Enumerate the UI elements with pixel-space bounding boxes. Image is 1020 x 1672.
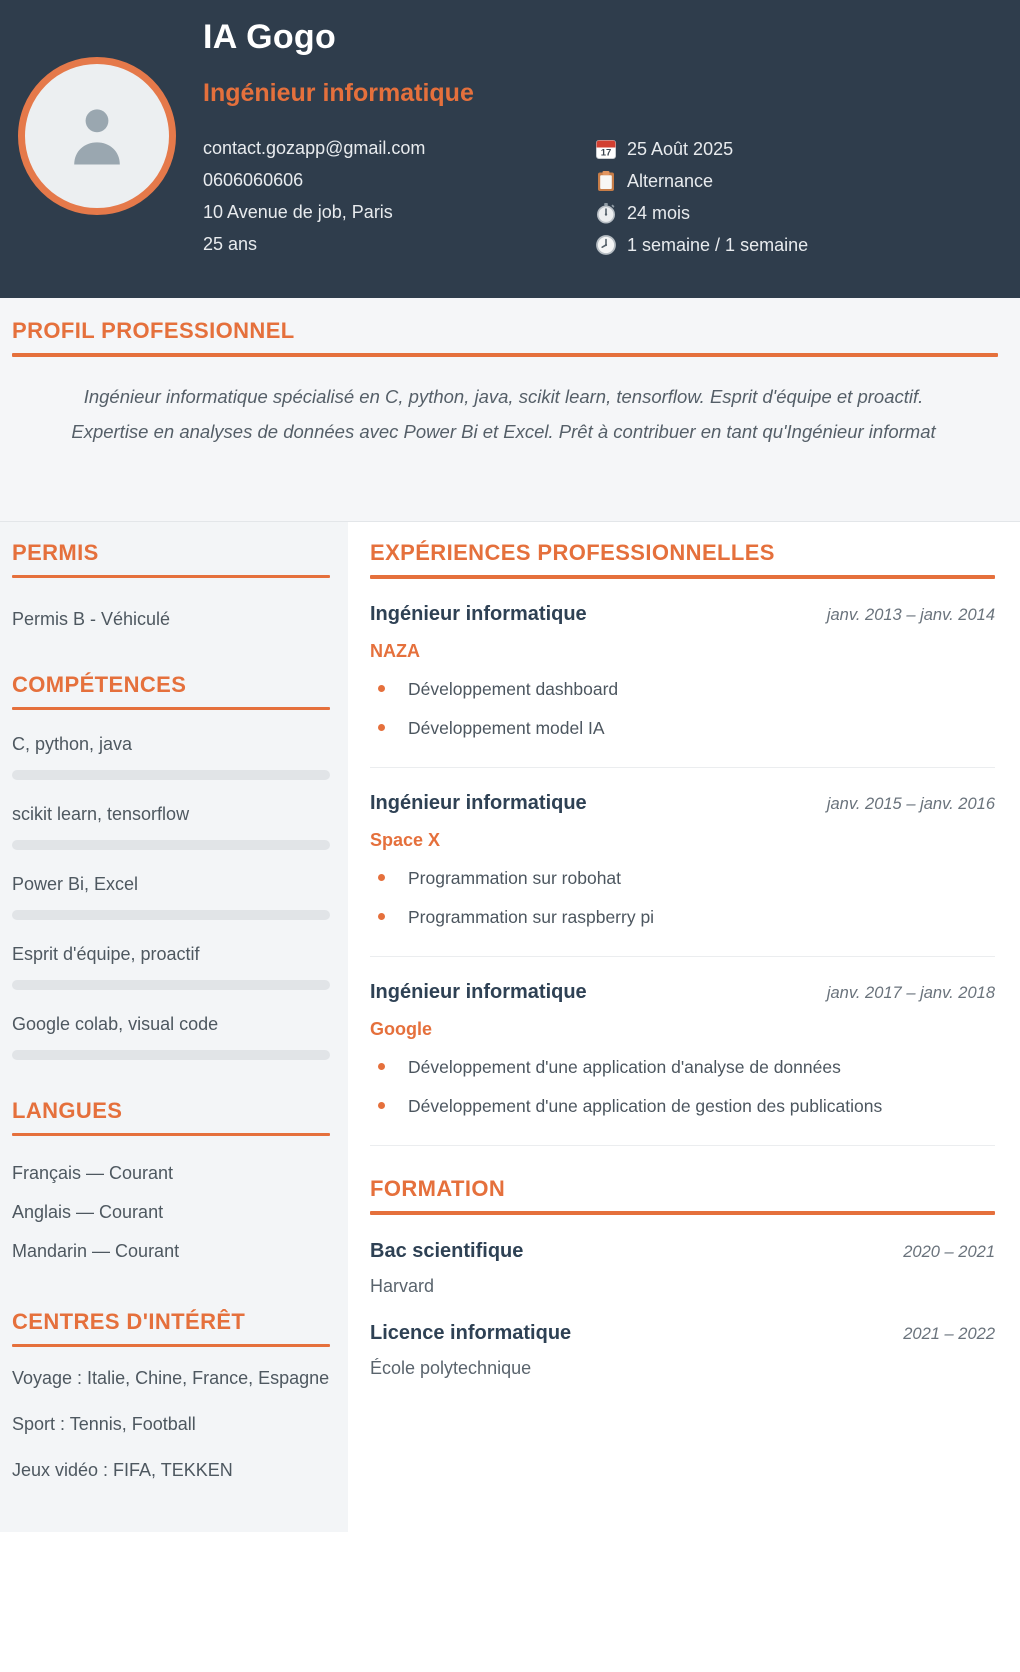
bullet-dot-icon xyxy=(378,1063,385,1070)
section-separator xyxy=(370,1145,995,1146)
contact-age: 25 ans xyxy=(203,234,258,254)
langues-rule xyxy=(12,1133,330,1136)
language-item: Anglais — Courant xyxy=(12,1202,164,1222)
contact-address: 10 Avenue de job, Paris xyxy=(203,202,393,222)
info-block xyxy=(595,132,995,261)
job-title: Ingénieur informatique xyxy=(370,981,587,1003)
job-company: Space X xyxy=(370,830,441,850)
skill-bar xyxy=(12,840,330,850)
job-bullet xyxy=(370,677,995,701)
formation-heading: FORMATION xyxy=(370,1176,506,1201)
body-columns xyxy=(0,522,1020,1532)
job-bullet xyxy=(370,1094,995,1118)
info-row-rhythm xyxy=(595,229,995,261)
calendar-icon xyxy=(595,138,617,160)
job-bullets xyxy=(370,677,995,740)
bullet-dot-icon xyxy=(378,874,385,881)
header-body xyxy=(203,0,995,298)
job-bullet xyxy=(370,716,995,740)
job-title: Ingénieur informatique xyxy=(370,603,587,625)
education-head xyxy=(370,1240,995,1263)
skill-label: scikit learn, tensorflow xyxy=(12,804,190,824)
skill-bar xyxy=(12,980,330,990)
education-head xyxy=(370,1322,995,1345)
formation-section xyxy=(370,1176,995,1379)
job-head xyxy=(370,981,995,1004)
skill-bar xyxy=(12,770,330,780)
education-title: Bac scientifique xyxy=(370,1240,524,1262)
competences-heading: COMPÉTENCES xyxy=(12,672,187,697)
job-head xyxy=(370,792,995,815)
bullet-dot-icon xyxy=(378,685,385,692)
skill-bar xyxy=(12,910,330,920)
skill-item xyxy=(12,804,330,850)
svg-text:17: 17 xyxy=(600,147,612,159)
profile-heading: PROFIL PROFESSIONNEL xyxy=(12,318,295,343)
interets-rule xyxy=(12,1344,330,1347)
bullet-text: Programmation sur raspberry pi xyxy=(408,907,655,927)
permis-heading: PERMIS xyxy=(12,540,99,565)
skill-bar xyxy=(12,1050,330,1060)
skill-label: Esprit d'équipe, proactif xyxy=(12,944,200,964)
bullet-text: Développement dashboard xyxy=(408,679,619,699)
person-icon xyxy=(59,98,135,174)
langues-heading: LANGUES xyxy=(12,1098,123,1123)
language-item: Français — Courant xyxy=(12,1163,174,1183)
contact-phone: 0606060606 xyxy=(203,170,304,190)
skill-label: C, python, java xyxy=(12,734,133,754)
profile-text: Ingénieur informatique spécialisé en C, python, java, scikit learn, tensorflow. Esprit d'équipe et proactif. Expertise en analyses de données avec Power Bi et Excel. Prêt à contribuer en tant qu'Ingénieur informat xyxy=(71,386,936,442)
clock-icon xyxy=(595,234,617,256)
job-dates: janv. 2015 – janv. 2016 xyxy=(826,795,995,813)
language-item: Mandarin — Courant xyxy=(12,1241,180,1261)
competences-rule xyxy=(12,707,330,710)
contract-type-value: Alternance xyxy=(627,170,714,191)
education-dates: 2021 – 2022 xyxy=(903,1325,995,1343)
skill-item xyxy=(12,1014,330,1060)
language-list xyxy=(12,1154,330,1271)
permis-section xyxy=(12,540,330,634)
skill-item xyxy=(12,874,330,920)
job-bullet xyxy=(370,866,995,890)
education-dates: 2020 – 2021 xyxy=(903,1243,995,1261)
info-row-date xyxy=(595,133,995,165)
job-entry xyxy=(370,579,995,768)
info-row-duration xyxy=(595,197,995,229)
rhythm-value: 1 semaine / 1 semaine xyxy=(627,234,809,255)
main-column xyxy=(348,522,1020,1532)
interets-section xyxy=(12,1309,330,1485)
job-company: NAZA xyxy=(370,641,420,661)
info-row-contract xyxy=(595,165,995,197)
contact-block xyxy=(203,132,595,261)
skill-label: Google colab, visual code xyxy=(12,1014,219,1034)
start-date-value: 25 Août 2025 xyxy=(627,138,734,159)
permis-item: Permis B - Véhiculé xyxy=(12,609,171,629)
profile-section xyxy=(0,298,1020,522)
contact-email: contact.gozapp@gmail.com xyxy=(203,138,426,158)
job-title: Ingénieur informatique xyxy=(370,792,587,814)
clipboard-icon xyxy=(595,170,617,192)
profile-rule xyxy=(12,353,998,357)
interest-item: Jeux vidéo : FIFA, TEKKEN xyxy=(12,1460,233,1480)
education-school: Harvard xyxy=(370,1276,435,1296)
interest-list xyxy=(12,1363,330,1485)
job-dates: janv. 2013 – janv. 2014 xyxy=(826,606,995,624)
job-bullet xyxy=(370,905,995,929)
candidate-job-title: Ingénieur informatique xyxy=(203,79,474,107)
education-entry xyxy=(370,1215,995,1297)
education-title: Licence informatique xyxy=(370,1322,572,1344)
job-company: Google xyxy=(370,1019,432,1039)
skill-label: Power Bi, Excel xyxy=(12,874,139,894)
bullet-dot-icon xyxy=(378,724,385,731)
cv-header xyxy=(0,0,1020,298)
permis-rule xyxy=(12,575,330,578)
education-school: École polytechnique xyxy=(370,1358,532,1378)
bullet-text: Programmation sur robohat xyxy=(408,868,622,888)
bullet-text: Développement d'une application d'analyse de données xyxy=(408,1057,841,1077)
skill-item xyxy=(12,944,330,990)
sidebar xyxy=(0,522,348,1532)
bullet-dot-icon xyxy=(378,913,385,920)
job-entry xyxy=(370,957,995,1146)
header-columns xyxy=(203,132,995,261)
job-bullets xyxy=(370,1055,995,1118)
job-head xyxy=(370,603,995,626)
langues-section xyxy=(12,1098,330,1271)
job-bullets xyxy=(370,866,995,929)
education-entry xyxy=(370,1297,995,1379)
bullet-text: Développement model IA xyxy=(408,718,605,738)
bullet-dot-icon xyxy=(378,1102,385,1109)
job-dates: janv. 2017 – janv. 2018 xyxy=(826,984,995,1002)
avatar xyxy=(18,57,176,215)
duration-value: 24 mois xyxy=(627,202,691,223)
interets-heading: CENTRES D'INTÉRÊT xyxy=(12,1309,246,1334)
bullet-text: Développement d'une application de gestion des publications xyxy=(408,1096,883,1116)
competences-section xyxy=(12,672,330,1060)
job-bullet xyxy=(370,1055,995,1079)
job-entry xyxy=(370,768,995,957)
skill-item xyxy=(12,734,330,780)
experience-heading: EXPÉRIENCES PROFESSIONNELLES xyxy=(370,540,775,565)
interest-item: Sport : Tennis, Football xyxy=(12,1414,196,1434)
stopwatch-icon xyxy=(595,202,617,224)
experience-section xyxy=(370,540,995,1146)
interest-item: Voyage : Italie, Chine, France, Espagne xyxy=(12,1368,330,1388)
candidate-name: IA Gogo xyxy=(203,18,337,56)
